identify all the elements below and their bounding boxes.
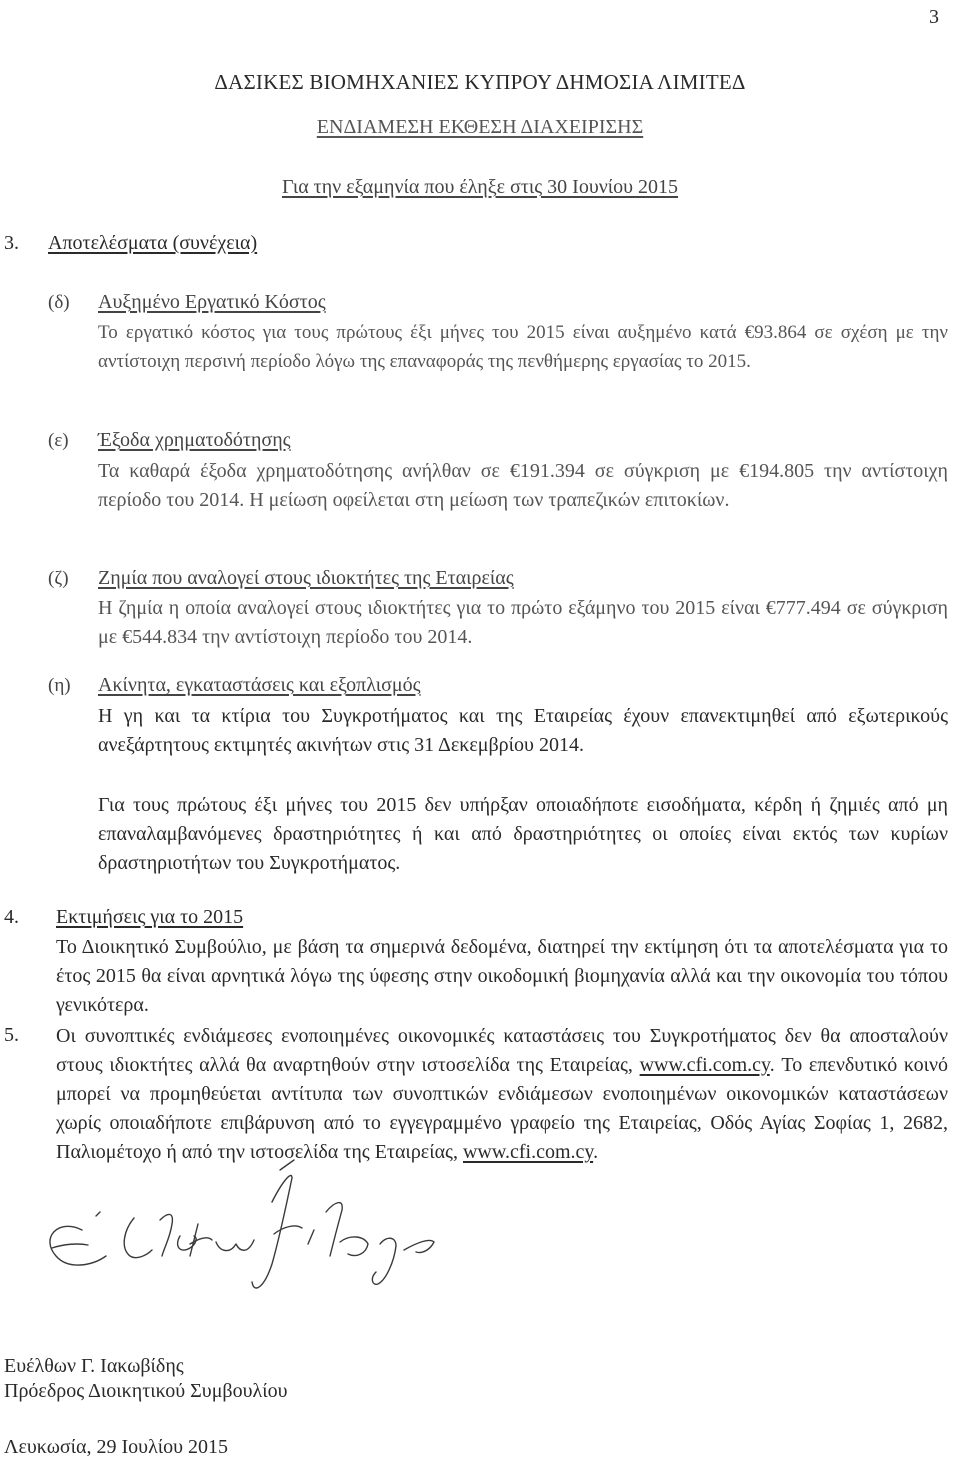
section-5-text-end: . [593,1141,599,1163]
handwritten-signature [30,1152,490,1302]
subsection-z-title [98,567,514,590]
subsection-h-title [98,674,421,697]
subsection-e-title-text: Έξοδα χρηματοδότησης [98,429,291,451]
section-5-number: 5. [4,1024,19,1046]
subsection-d-title [98,291,326,314]
subsection-d-title-text: Αυξημένο Εργατικό Κόστος [98,291,326,313]
signatory-name: Ευέλθων Γ. Ιακωβίδης [4,1355,184,1377]
section-5-text-part1: Οι συνοπτικές ενδιάμεσες ενοποιημένες οικονομικές καταστάσεις του Συγκροτήματος δεν θα αποσταλούν στους ιδιοκτήτες αλλά θα αναρτηθούν στην ιστοσελίδα της Εταιρείας, [56,1025,948,1076]
report-period-text: Για την εξαμηνία που έληξε στις 30 Ιουνίου 2015 [281,176,679,198]
section-3-title [48,232,257,255]
section-4-number: 4. [4,906,19,928]
place-and-date: Λευκωσία, 29 Ιουλίου 2015 [4,1436,229,1458]
report-period [0,176,960,199]
section-3-title-text: Αποτελέσματα (συνέχεια) [48,232,258,254]
section-3-number: 3. [4,232,19,254]
subsection-h-title-text: Ακίνητα, εγκαταστάσεις και εξοπλισμός [98,674,421,696]
subsection-h-label: (η) [48,675,71,696]
signatory-title: Πρόεδρος Διοικητικού Συμβουλίου [4,1380,288,1402]
subsection-e-text: Τα καθαρά έξοδα χρηματοδότησης ανήλθαν σε €191.394 σε σύγκριση με €194.805 την αντίστοιχη περίοδο του 2014. Η μείωση οφείλεται στη μείωση των τραπεζικών επιτοκίων. [98,460,948,511]
subsection-e-title [98,429,291,452]
page-number: 3 [929,6,939,28]
section-5-text [56,1022,948,1167]
subsection-d-text: Το εργατικό κόστος για τους πρώτους έξι μήνες του 2015 είναι αυξημένο κατά €93.864 σε σχέση με την αντίστοιχη περσινή περίοδο λόγω της επαναφοράς της πενθήμερης εργασίας το 2015. [98,322,948,372]
section-4-text: Το Διοικητικό Συμβούλιο, με βάση τα σημερινά δεδομένα, διατηρεί την εκτίμηση ότι τα αποτελέσματα για το έτος 2015 θα είναι αρνητικά λόγω της ύφεσης στην οικοδομική βιομηχανία αλλά και την οικονομία του τόπου γενικότερα. [56,936,948,1016]
section-5-text-part2: . Το επενδυτικό κοινό μπορεί να προμηθεύεται αντίτυπα των συνοπτικών ενδιάμεσων ενοποιημένων οικονομικών καταστάσεων χωρίς οποιαδήποτε επιβάρυνση από το εγγεγραμμένο γραφείο της Εταιρείας, Οδός Αγίας Σοφίας 1, 2682, Παλιομέτοχο ή από την ιστοσελίδα της Εταιρείας, [56,1054,948,1163]
subsection-z-label: (ζ) [48,568,69,589]
section-3-note: Για τους πρώτους έξι μήνες του 2015 δεν υπήρξαν οποιαδήποτε εισοδήματα, κέρδη ή ζημιές από μη επαναλαμβανόμενες δραστηριότητες ή και από δραστηριότητες οι οποίες είναι εκτός των κυρίων δραστηριοτήτων του Συγκροτήματος. [98,794,948,874]
report-title-text: ΕΝΔΙΑΜΕΣΗ ΕΚΘΕΣΗ ΔΙΑΧΕΙΡΙΣΗΣ [316,116,644,138]
subsection-z-text: Η ζημία η οποία αναλογεί στους ιδιοκτήτες για το πρώτο εξάμηνο του 2015 είναι €777.494 σε σύγκριση με €544.834 την αντίστοιχη περίοδο του 2014. [98,597,948,648]
subsection-d-label: (δ) [48,292,70,313]
company-name: ΔΑΣΙΚΕΣ ΒΙΟΜΗΧΑΝΙΕΣ ΚΥΠΡΟΥ ΔΗΜΟΣΙΑ ΛΙΜΙΤΕΔ [214,70,746,94]
subsection-z-title-text: Ζημία που αναλογεί στους ιδιοκτήτες της Εταιρείας [98,567,514,589]
website-link-2[interactable]: www.cfi.com.cy [462,1141,594,1163]
subsection-h-text: Η γη και τα κτίρια του Συγκροτήματος και της Εταιρείας έχουν επανεκτιμηθεί από εξωτερικούς ανεξάρτητους εκτιμητές ακινήτων στις 31 Δεκεμβρίου 2014. [98,705,948,756]
report-title [0,116,960,139]
section-4-title-text: Εκτιμήσεις για το 2015 [56,906,244,928]
website-link[interactable]: www.cfi.com.cy [639,1054,770,1076]
section-4-title [56,906,243,929]
subsection-e-label: (ε) [48,430,69,451]
